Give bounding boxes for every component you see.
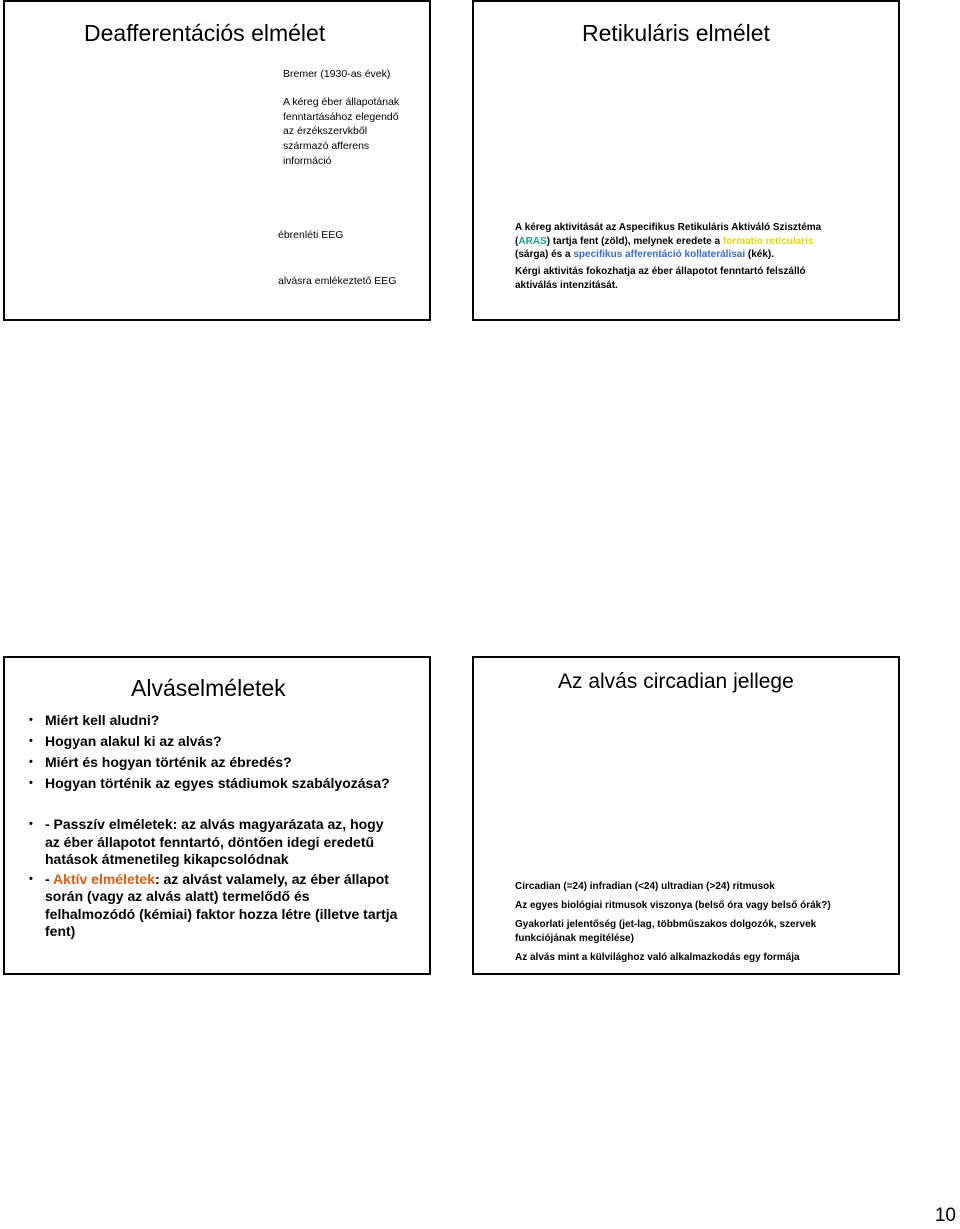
slide-circadian (472, 656, 900, 975)
slide-title: Az alvás circadian jellege (558, 670, 794, 693)
theory-list (5, 816, 430, 943)
sleep-eeg-label: alvásra emlékeztető EEG (278, 275, 397, 287)
list-item: • Miért kell aludni? (29, 712, 160, 728)
list-item: • Miért és hogyan történik az ébredés? (29, 754, 292, 770)
aras-paragraph: A kéreg aktivitását az Aspecifikus Retikuláris Aktiváló Szisztéma (ARAS) tartja fent (zöld), melynek eredete a formatio reticularis (sárga) és a specifikus afferentáció kollaterálisai (kék). (515, 222, 822, 260)
rhythm-relation: Az egyes biológiai ritmusok viszonya (belső óra vagy belső órák?) (515, 900, 831, 911)
question-list (5, 710, 425, 794)
practical-significance: Gyakorlati jelentőség (jet-lag, többműszakos dolgozók, szervek funkciójának megítélése) (515, 919, 817, 944)
aras-term: ARAS (518, 235, 547, 247)
active-term: Aktív elméletek (53, 870, 155, 887)
collateral-term: specifikus afferentáció kollaterálisai (573, 249, 746, 260)
slide-title: Retikuláris elmélet (582, 20, 770, 46)
slide-title: Deafferentációs elmélet (84, 20, 326, 46)
slide-reticular (472, 0, 900, 321)
cortical-paragraph: Kérgi aktivitás fokozhatja az éber állapotot fenntartó felszálló aktiválás intenzitását. (515, 266, 806, 291)
rhythm-types: Circadian (=24) infradian (<24) ultradian (>24) ritmusok (515, 881, 775, 892)
list-item: • Hogyan alakul ki az alvás? (29, 733, 222, 749)
page-number: 10 (934, 1205, 956, 1226)
formatio-term: formatio reticularis (722, 235, 814, 247)
slide-title: Alváselméletek (131, 675, 286, 701)
slide-date: Bremer (1930-as évek) (283, 68, 391, 80)
slide-description: A kéreg éber állapotának fenntartásához elegendő az érzékszervkből származó afferens információ (283, 96, 400, 167)
awake-eeg-label: ébrenléti EEG (278, 229, 344, 241)
slide-sleep-theories (3, 656, 431, 975)
slide-deafferentation (3, 0, 431, 321)
list-item: • Hogyan történik az egyes stádiumok szabályozása? (29, 775, 390, 791)
list-item-passive: • - Passzív elméletek: az alvás magyarázata az, hogy az éber állapotot fenntartó, döntően idegi eredetű hatások átmenetileg kikapcsolódnak (29, 816, 384, 867)
list-item-active: • - Aktív elméletek: az alvást valamely, az éber állapot során (vagy az alvás alatt) termelődő és felhalmozódó (kémiai) faktor hozza létre (illetve tartja fent) (29, 870, 398, 939)
adaptation-note: Az alvás mint a külvilághoz való alkalmazkodás egy formája (515, 952, 800, 963)
